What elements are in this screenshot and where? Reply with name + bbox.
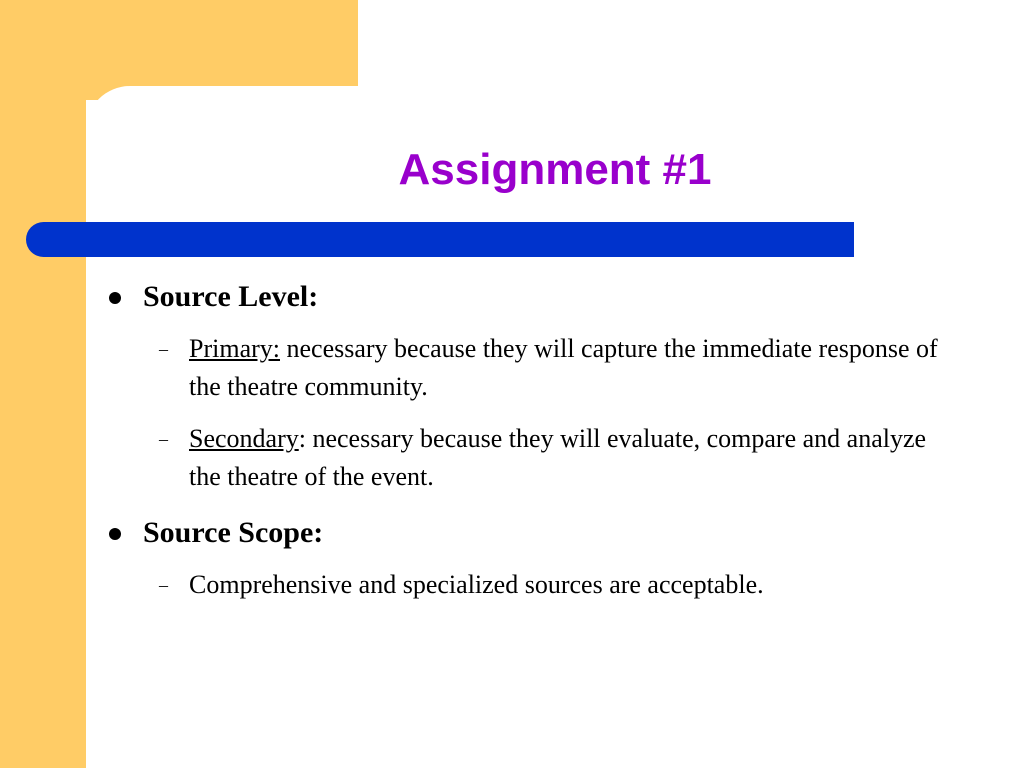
subitem-term: Primary: xyxy=(189,334,280,363)
subitem-secondary xyxy=(105,420,955,496)
subitem-term: Secondary xyxy=(189,424,299,453)
dash-marker: – xyxy=(159,339,168,359)
bullet-dot-icon xyxy=(109,292,121,304)
bullet-list xyxy=(105,274,955,604)
bullet-heading: Source Level: xyxy=(143,280,319,313)
bullet-source-scope xyxy=(105,510,955,556)
accent-bar xyxy=(26,222,854,257)
bullet-source-level xyxy=(105,274,955,320)
subitem-scope xyxy=(105,566,955,604)
bullet-heading: Source Scope: xyxy=(143,516,324,549)
dash-marker: – xyxy=(159,575,168,595)
dash-marker: – xyxy=(159,429,168,449)
subitem-text: : necessary because they will evaluate, compare and analyze the theatre of the event. xyxy=(189,424,927,491)
bullet-dot-icon xyxy=(109,528,121,540)
subitem-text: necessary because they will capture the immediate response of the theatre community. xyxy=(189,334,938,401)
decorative-frame-left xyxy=(0,0,86,768)
slide-title: Assignment #1 xyxy=(398,145,712,194)
subitem-text: Comprehensive and specialized sources are acceptable. xyxy=(189,570,764,599)
subitem-primary xyxy=(105,330,955,406)
